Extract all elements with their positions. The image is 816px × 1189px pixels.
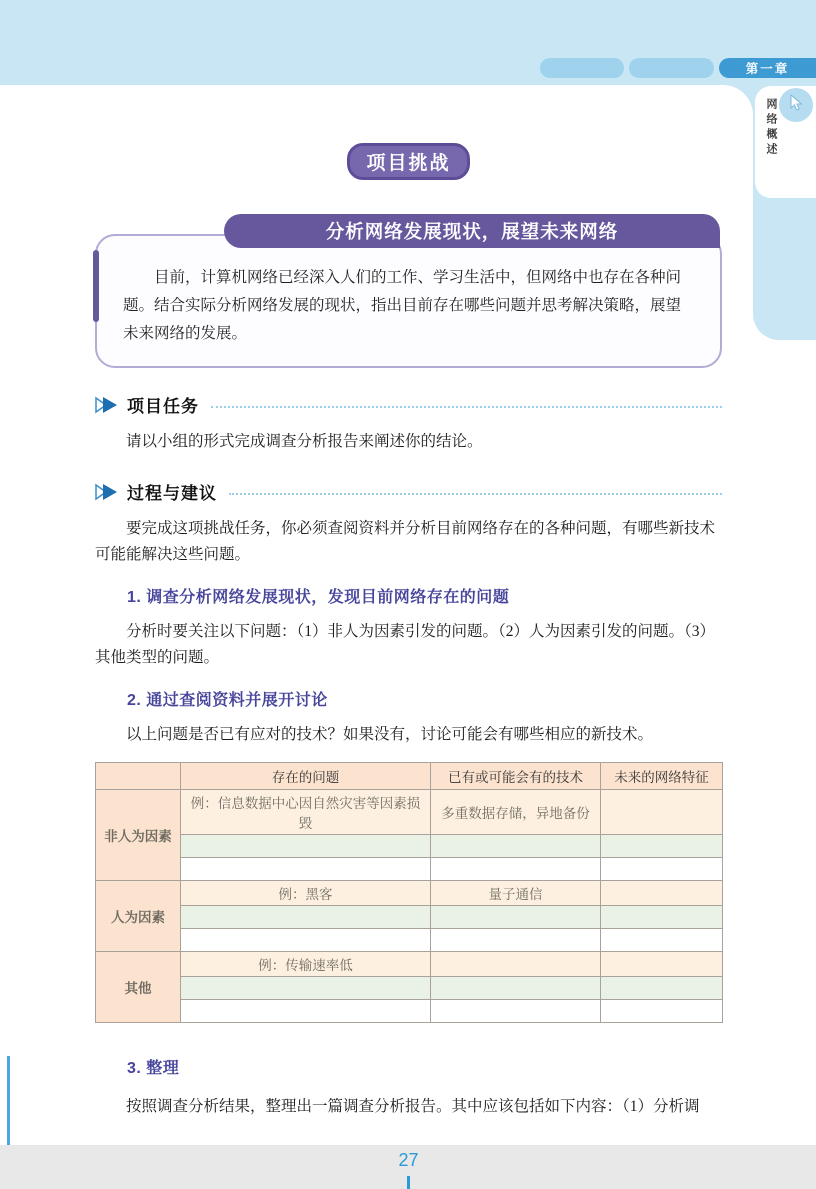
subsection-heading-3: 3. 整理 [127,1060,180,1077]
section-body: 请以小组的形式完成调查分析报告来阐述你的结论。 [126,433,483,450]
table-cell [181,1000,431,1023]
table-cell [601,952,723,977]
table-row [96,881,723,906]
table-cell: 例：信息数据中心因自然灾害等因素损毁 [181,790,431,835]
table-cell [431,929,601,952]
table-cell: 量子通信 [431,881,601,906]
row-group-label: 非人为因素 [96,790,181,881]
table-cell [601,906,723,929]
table-cell [181,977,431,1000]
table-cell [601,858,723,881]
subsection-heading-2: 2. 通过查阅资料并展开讨论 [127,692,328,709]
section-title: 过程与建议 [127,484,217,503]
table-row [96,790,723,835]
table-cell [431,835,601,858]
row-group-label: 人为因素 [96,881,181,952]
mouse-cursor-icon [788,94,804,117]
section-title: 项目任务 [127,397,199,416]
table-cell [431,952,601,977]
subsection-body-3: 按照调查分析结果，整理出一篇调查分析报告。其中应该包括如下内容：（1）分析调 [126,1098,700,1115]
challenge-block [95,214,722,368]
cursor-circle [779,88,813,122]
table-cell [601,790,723,835]
table-row [96,835,723,858]
table-row [96,977,723,1000]
table-header-cell: 存在的问题 [181,763,431,790]
table-cell [181,906,431,929]
table-cell [431,977,601,1000]
table-row [96,1000,723,1023]
project-challenge-badge: 项目挑战 [347,143,469,180]
table-header-cell: 已有或可能会有的技术 [431,763,601,790]
chapter-tab-bar [0,58,816,78]
table-cell [181,835,431,858]
subsection-body-2: 以上问题是否已有应对的技术？如果没有，讨论可能会有哪些相应的新技术。 [126,726,654,743]
section-heading-process [95,479,722,504]
left-margin-rule [7,1056,10,1145]
challenge-description-box [95,234,722,368]
chapter-tab-inactive-1 [540,58,624,78]
table-header-cell [96,763,181,790]
subsection-heading-1: 1. 调查分析网络发展现状，发现目前网络存在的问题 [127,589,510,606]
table-cell [601,1000,723,1023]
dotted-leader [229,493,722,495]
table-cell [601,929,723,952]
table-row [96,929,723,952]
challenge-title-banner: 分析网络发展现状，展望未来网络 [224,214,720,248]
content-panel [0,85,753,1170]
dotted-leader [211,406,722,408]
table-header-row [96,763,723,790]
table-row [96,906,723,929]
row-group-label: 其他 [96,952,181,1023]
subsection-body-1: 分析时要关注以下问题：（1）非人为因素引发的问题。（2）人为因素引发的问题。（3）其他类型的问题。 [95,623,716,666]
badge-row [95,143,722,180]
section-body: 要完成这项挑战任务，你必须查阅资料并分析目前网络存在的各种问题，有哪些新技术可能能解决这些问题。 [95,520,716,563]
section-heading-project-task [95,392,722,417]
table-cell [431,1000,601,1023]
page-number: 27 [398,1150,419,1170]
table-cell [601,881,723,906]
table-row [96,952,723,977]
table-cell: 例：黑客 [181,881,431,906]
margin-vertical-title: 网络概述 [765,98,777,158]
chapter-tab-current: 第一章 [719,58,816,78]
page-number-tick [407,1176,410,1189]
chapter-tab-inactive-2 [629,58,714,78]
table-cell: 例：传输速率低 [181,952,431,977]
problems-technology-table [95,762,723,1023]
table-cell [181,929,431,952]
table-cell [431,906,601,929]
table-header-cell: 未来的网络特征 [601,763,723,790]
table-cell [181,858,431,881]
table-cell [601,977,723,1000]
double-triangle-icon [95,483,120,501]
double-triangle-icon [95,396,120,414]
table-cell [601,835,723,858]
challenge-description-text: 目前，计算机网络已经深入人们的工作、学习生活中，但网络中也存在各种问题。结合实际分析网络发展的现状，指出目前存在哪些问题并思考解决策略，展望未来网络的发展。 [123,269,682,342]
table-row [96,858,723,881]
table-cell: 多重数据存储，异地备份 [431,790,601,835]
margin-chapter-card [755,86,816,198]
table-cell [431,858,601,881]
